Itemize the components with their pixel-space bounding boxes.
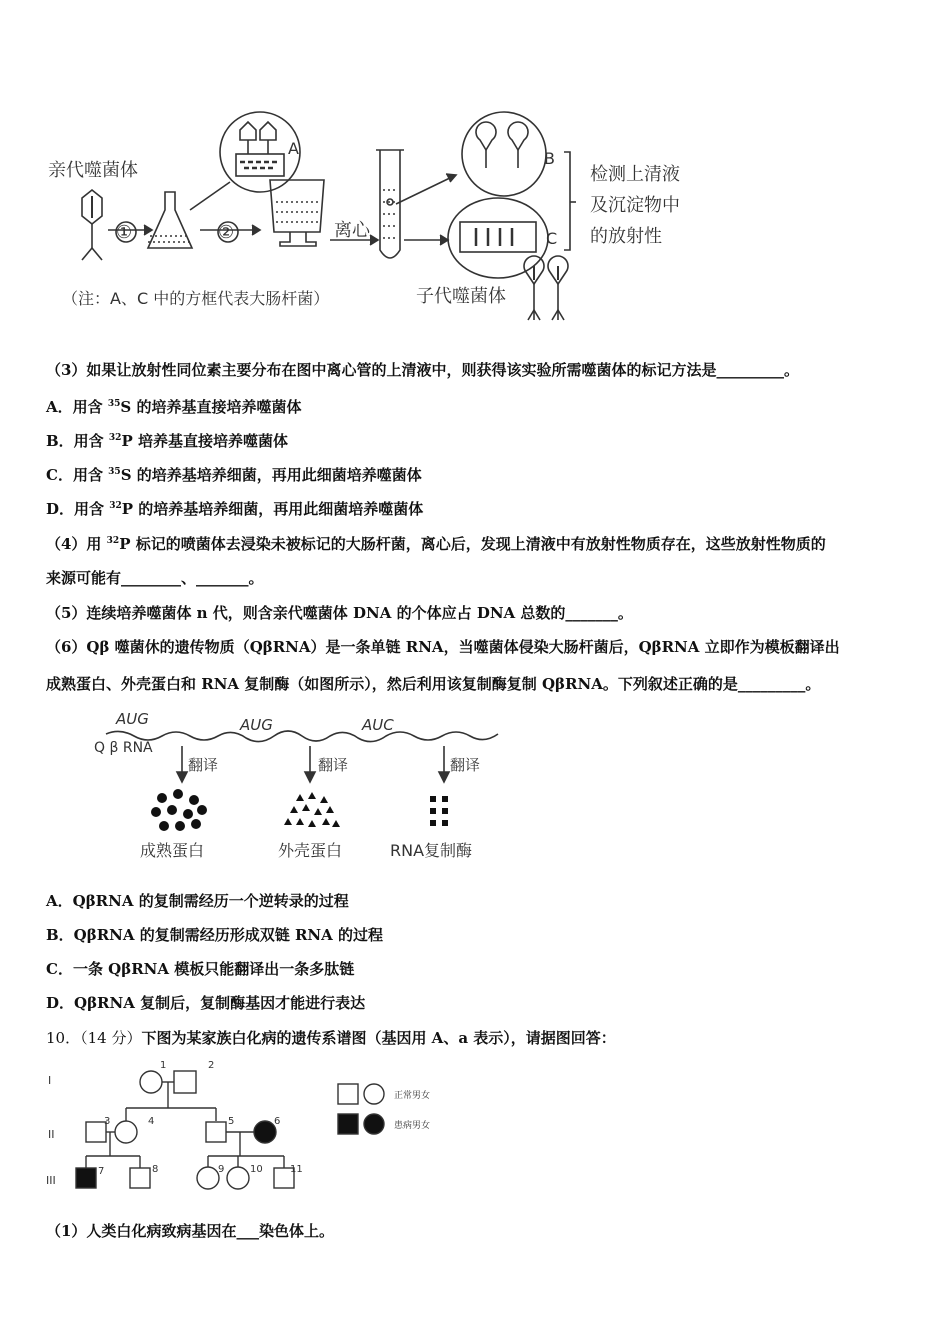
rna-label: Q β RNA [94,740,153,756]
legend-affected-male-icon [338,1114,358,1134]
flask-icon [148,192,192,248]
q5-text: （5）连续培养噬菌体 n 代，则含亲代噬菌体 DNA 的个体应占 DNA 总数的_______。 [46,604,633,622]
q4-sup: 32 [106,536,120,546]
q10-1-text: （1）人类白化病致病基因在___染色体上。 [46,1222,334,1240]
test-tube-icon [376,150,404,258]
q6-option-a: A．QβRNA 的复制需经历一个逆转录的过程 [46,892,349,910]
q3-option-d [46,496,423,519]
legend-affected-female-icon [364,1114,384,1134]
q3-d-pre: D．用含 [46,500,110,518]
replicase-squares-icon [430,796,448,826]
q6-option-c: C．一条 QβRNA 模板只能翻译出一条多肽链 [46,960,355,978]
individual-2-icon [174,1071,196,1093]
individual-10-number: 10 [250,1164,263,1175]
q3-c-post: S 的培养基培养细菌，再用此细菌培养噬菌体 [120,466,422,484]
individual-8-icon [130,1168,150,1188]
generation-1-label: I [48,1074,52,1087]
product-rna-replicase: RNA复制酶 [390,841,473,860]
q6-option-d: D．QβRNA 复制后，复制酶基因才能进行表达 [46,994,366,1012]
q4-line-2: 来源可能有________、_______。 [46,569,264,587]
parent-phage-label: 亲代噬菌体 [48,160,138,181]
q4-line-1 [46,531,826,554]
individual-3-number: 3 [104,1116,111,1127]
q3-option-c [46,462,422,485]
generation-3-label: III [46,1174,56,1187]
coat-protein-triangles-icon [284,792,340,827]
q3-stem: （3）如果让放射性同位素主要分布在图中离心管的上清液中，则获得该实验所需噬菌体的标记方法是_________。 [46,361,799,379]
parent-phage-icon [82,190,102,260]
label-a: A [288,139,299,158]
detect-line-1: 检测上清液 [590,164,680,185]
individual-10-icon [227,1167,249,1189]
individual-9-icon [197,1167,219,1189]
individual-4-icon [115,1121,137,1143]
legend-affected-label: 患病男女 [394,1121,431,1131]
individual-5-icon [206,1122,226,1142]
individual-6-icon [254,1121,276,1143]
q6-option-b: B．QβRNA 的复制需经历形成双链 RNA 的过程 [46,926,384,944]
legend-normal-female-icon [364,1084,384,1104]
q10-number: 10． [46,1029,81,1047]
aug-1: AUG [116,710,149,728]
legend-normal-male-icon [338,1084,358,1104]
offspring-label: 子代噬菌体 [416,286,506,307]
aug-3: AUC [362,716,394,734]
circle-b-icon [462,112,546,196]
mature-protein-dots-icon [151,789,207,831]
detect-line-2: 及沉淀物中 [590,195,680,216]
q3-d-post: P 的培养基培养细菌，再用此细菌培养噬菌体 [121,500,424,518]
individual-3-icon [86,1122,106,1142]
translate-label-3: 翻译 [450,756,481,774]
label-b: B [544,149,555,168]
individual-2-number: 2 [208,1060,215,1071]
q3-c-sup: 35 [108,467,121,477]
rna-strand-icon [106,731,498,742]
individual-1-number: 1 [160,1060,167,1071]
q10-header [46,1028,616,1048]
pedigree-figure [40,1056,460,1202]
individual-11-number: 11 [290,1164,303,1175]
q3-a-post: S 的培养基直接培养噬菌体 [120,398,302,416]
qbeta-rna-figure [90,704,530,872]
q3-a-pre: A．用含 [46,398,108,416]
individual-7-number: 7 [98,1166,105,1177]
legend-normal-label: 正常男女 [394,1091,431,1101]
individual-4-number: 4 [148,1116,155,1127]
individual-9-number: 9 [218,1164,225,1175]
translate-label-2: 翻译 [318,756,349,774]
label-c: C [546,229,558,248]
aug-2: AUG [240,716,273,734]
centrifuge-label: 离心 [334,220,370,241]
figure-note: （注：A、C 中的方框代表大肠杆菌） [62,289,330,308]
step-1-label: ① [116,222,133,243]
q3-b-sup: 32 [108,433,122,443]
product-mature-protein: 成熟蛋白 [140,841,205,860]
product-coat-protein: 外壳蛋白 [278,841,343,860]
beaker-icon [270,180,324,246]
q10-score: （14 分） [80,1029,142,1047]
individual-6-number: 6 [274,1116,281,1127]
q3-b-post: P 培养基直接培养噬菌体 [121,432,288,450]
q6-line-2: 成熟蛋白、外壳蛋白和 RNA 复制酶（如图所示），然后利用该复制酶复制 QβRNA。下列叙述正确的是_________。 [46,675,821,693]
q3-b-pre: B．用含 [46,432,109,450]
translate-label-1: 翻译 [188,756,219,774]
q3-option-b [46,428,288,451]
q3-c-pre: C．用含 [46,466,109,484]
detect-line-3: 的放射性 [590,226,662,247]
offspring-phage-icon [524,256,568,320]
q3-option-a [46,394,301,417]
q3-d-sup: 32 [109,501,122,511]
individual-1-icon [140,1071,162,1093]
generation-2-label: II [48,1128,55,1141]
individual-8-number: 8 [152,1164,159,1175]
q10-text: 下图为某家族白化病的遗传系谱图（基因用 A、a 表示），请据图回答： [141,1029,616,1047]
q6-line-1: （6）Qβ 噬菌休的遗传物质（QβRNA）是一条单链 RNA，当噬菌体侵染大肠杆菌后，QβRNA 立即作为模板翻译出 [46,638,840,656]
q3-a-sup: 35 [107,399,121,409]
individual-7-icon [76,1168,96,1188]
q4-post: P 标记的喷菌体去浸染未被标记的大肠杆菌，离心后，发现上清液中有放射性物质存在，这些放射性物质的 [119,535,826,553]
q4-pre: （4）用 [46,535,107,553]
individual-5-number: 5 [228,1116,235,1127]
step-2-label: ② [218,222,235,243]
phage-experiment-figure [40,110,720,330]
